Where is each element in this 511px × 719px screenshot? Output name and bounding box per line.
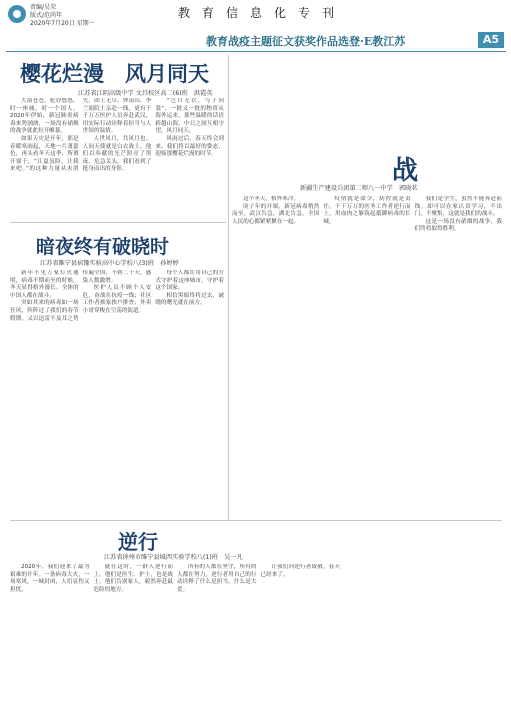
paragraph: 让我们向逆行者致敬，春天已经来了。 bbox=[260, 564, 340, 578]
article-byline: 新疆生产建设兵团第二师八一中学 郭晓茗 bbox=[300, 185, 418, 192]
article-body bbox=[232, 196, 502, 516]
paragraph: 人世风月，共风月也。人间天使就是白衣战士，他们以奉献的光芒照亮了黑夜，危急关头，我们看到了挺身而出的身影。 bbox=[82, 135, 152, 173]
layout-line: 版式/范尚年 bbox=[30, 12, 63, 19]
paragraph: 突如其来的病毒如一场狂风，阵阵过了我们的春节假期。又以迅雷不及耳之势传遍全国，不到二十天，感染人数激增。 bbox=[10, 270, 152, 322]
paragraph: 这是一场没有硝烟的战争，我们终将取得胜利。 bbox=[414, 218, 502, 233]
header-rule bbox=[6, 51, 506, 52]
article-byline: 江苏省徐州市睢宁县城西实验学校八(1)班 吴一凡 bbox=[104, 554, 243, 561]
section-divider bbox=[10, 222, 226, 223]
article-body bbox=[10, 98, 224, 218]
article-body bbox=[10, 270, 224, 516]
paragraph: 庚子年的开端，新冠病毒悄然而至。武汉告急，湖北告急，全国人民的心都紧紧揪在一起。 bbox=[232, 203, 320, 225]
article-byline: 江苏省睢宁县宿豫实验高中心学校八(3)班 孙婷婷 bbox=[40, 260, 179, 267]
masthead: 教育信息化专刊 bbox=[178, 6, 347, 20]
issue-meta bbox=[30, 4, 95, 28]
paragraph: 这个冬天，格外寒冷。 bbox=[243, 196, 299, 202]
section-divider bbox=[10, 520, 502, 521]
page-topic: 教育战疫主题征文获奖作品选登·E教江苏 bbox=[206, 35, 406, 48]
article-body bbox=[10, 564, 340, 714]
editor-line: 责编/吴荣 bbox=[30, 4, 57, 11]
paragraph: 2020年，我们迎来了最为艰难的开年。一条病毒大火，一场寒风，一城封闭，人们哀伤又担忧。 bbox=[10, 564, 90, 593]
paragraph: 我们是学生，虽然不能奔赴前线，却可以在家认真学习，不出门，不聚集，这就是我们的战斗。 bbox=[414, 196, 502, 218]
paragraph: 医护人员不顾个人安危，奋战在抗疫一线；社区工作者挨家挨户排查；外卖小哥穿梭在空荡的街道。 bbox=[82, 285, 152, 314]
page-number: A5 bbox=[478, 32, 504, 48]
paragraph: 疫情就是命令，防控就是责任。千千万万的医务工作者逆行而上，用血肉之躯筑起抵御病毒的长城。 bbox=[323, 196, 411, 225]
article-title: 暗夜终有破晓时 bbox=[36, 236, 170, 258]
date-line: 2020年7月20日 星期一 bbox=[30, 20, 95, 27]
newspaper-logo-icon bbox=[6, 3, 28, 25]
paragraph: 每个人都在用自己的方式守护着这座城市，守护着这个国家。 bbox=[155, 270, 224, 292]
paragraph: 如果天灾是开年，那是春暖寒雨起，天地一片萧瑟色，再头看冬天这季，所谓开窗于，“江夏虽险，让我来吧。”的这种力量从未消失，固土无尽，钟南山，李兰娟院士亲赴一线，更有千千万万医护人员奔赴武汉，用实际行动诠释着担当与人世间的温情。 bbox=[10, 98, 152, 173]
paragraph: 相信黑暗终将过去，破晓的曙光就在前方。 bbox=[155, 292, 224, 307]
article-title: 樱花烂漫 风月同天 bbox=[20, 61, 209, 86]
article-title: 逆行 bbox=[118, 530, 158, 554]
paragraph: 新年不见万家灯火通明，病毒不期而至的时候，冬天显得格外漫长。全体的中国人都在战斗。 bbox=[10, 270, 79, 299]
article-byline: 江苏省江阴高级中学 文昌校区高二(6)班 洪霞英 bbox=[78, 90, 213, 97]
paragraph: “岂曰无衣，与子同裳”，一批又一批的物资从海外运来，那些温暖的话语跨越山海，中日之间互相守望，风月同天。 bbox=[155, 98, 224, 135]
paragraph: 所有的人都在坚守，所有的人都在努力，逆行者用自己的行动诠释了什么是担当，什么是大爱。 bbox=[177, 564, 257, 593]
paragraph: 就在这时，一群人逆行而上，他们是医生、护士，也是战士。他们告别家人，毅然奔赴最危险的地方。 bbox=[93, 564, 173, 593]
column-separator bbox=[228, 55, 229, 520]
paragraph: 大漠苍苍，驼铃悠悠，时一座城，时一个国人。2020年伊始，新冠肺炎病毒来势汹汹，一场没有硝烟的战争就此拉开帷幕。 bbox=[10, 98, 79, 135]
paragraph: 风雨过后，春天终会到来。我们将以最好的姿态，迎接那樱花烂漫的时节。 bbox=[155, 135, 224, 158]
article-title: 战 bbox=[392, 156, 419, 186]
